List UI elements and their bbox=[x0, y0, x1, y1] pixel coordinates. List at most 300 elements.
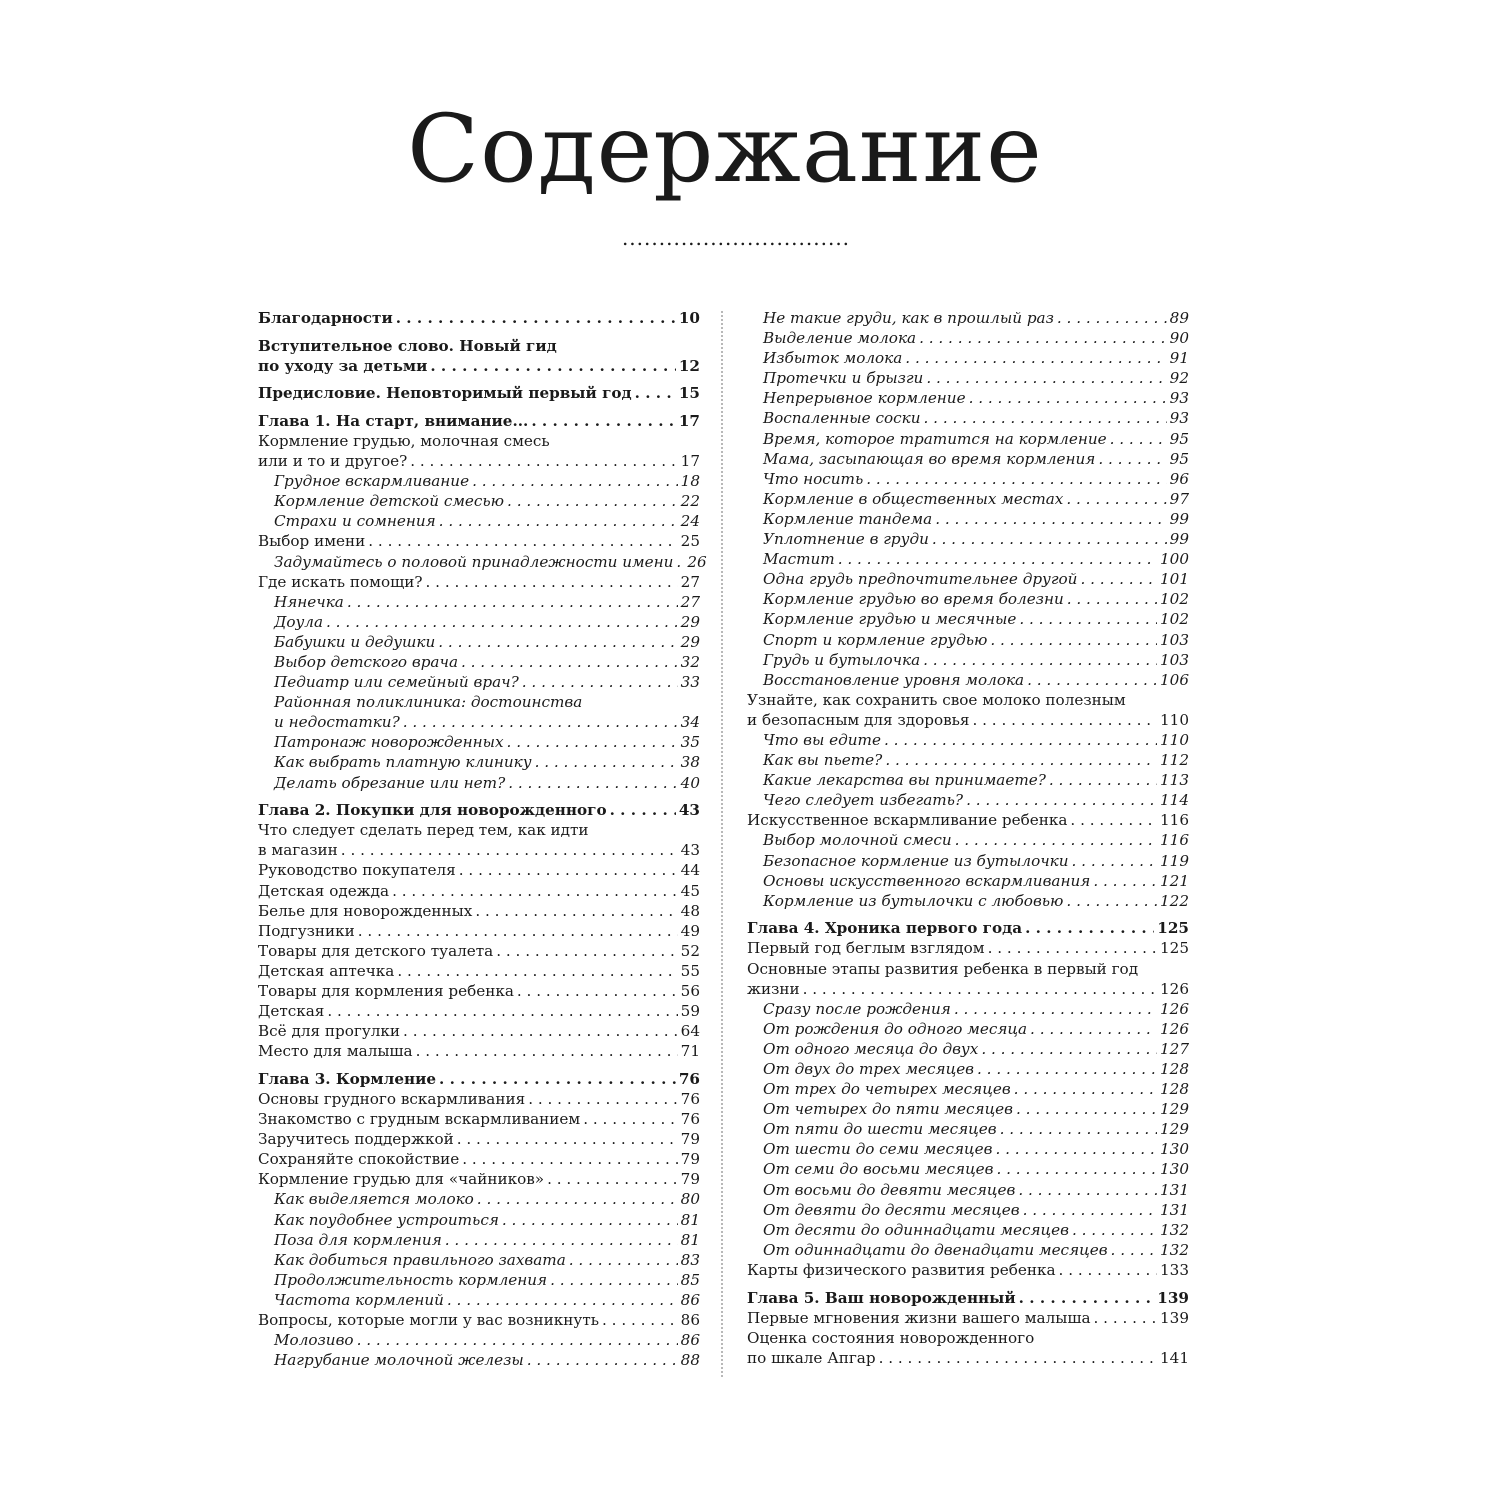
page-number: 132 bbox=[1160, 1220, 1189, 1239]
toc-entry-title: Глава 4. Хроника первого года bbox=[747, 919, 1023, 938]
toc-entry-row bbox=[763, 1099, 1189, 1119]
toc-entry-title: и недостатки? bbox=[274, 713, 400, 732]
toc-entry-row bbox=[763, 549, 1189, 569]
leader-dots bbox=[995, 1139, 1157, 1159]
page-number: 80 bbox=[680, 1190, 700, 1209]
toc-entry bbox=[258, 1330, 700, 1350]
leader-dots bbox=[502, 1210, 678, 1230]
toc-entry bbox=[258, 860, 700, 880]
page-number: 131 bbox=[1160, 1200, 1189, 1219]
toc-entry-row bbox=[747, 1348, 1189, 1368]
toc-entry-title: Нянечка bbox=[274, 592, 344, 611]
toc-entry-title: Поза для кормления bbox=[274, 1230, 442, 1249]
toc-entry-row bbox=[747, 810, 1189, 830]
page-number: 103 bbox=[1160, 650, 1189, 669]
leader-dots bbox=[1030, 1019, 1157, 1039]
leader-dots bbox=[583, 1109, 677, 1129]
toc-entry bbox=[258, 1210, 700, 1230]
leader-dots bbox=[547, 1169, 678, 1189]
toc-entry bbox=[258, 1169, 700, 1189]
toc-entry-title: Товары для детского туалета bbox=[258, 941, 494, 960]
leader-dots bbox=[508, 773, 677, 793]
page-number: 103 bbox=[1160, 630, 1189, 649]
leader-dots bbox=[1110, 429, 1167, 449]
toc-entry-row bbox=[258, 1089, 700, 1109]
page-number: 95 bbox=[1169, 429, 1189, 448]
page-number: 92 bbox=[1169, 369, 1189, 388]
page-number: 40 bbox=[680, 773, 700, 792]
leader-dots bbox=[1111, 1240, 1157, 1260]
toc-entry-title: Одна грудь предпочтительнее другой bbox=[763, 570, 1078, 589]
leader-dots bbox=[403, 1021, 678, 1041]
toc-entry bbox=[258, 981, 700, 1001]
toc-entry bbox=[747, 1159, 1189, 1179]
page-number: 129 bbox=[1160, 1100, 1189, 1119]
toc-entry-row bbox=[747, 710, 1189, 730]
toc-entry-title: Предисловие. Неповторимый первый год bbox=[258, 384, 632, 403]
toc-entry-row bbox=[274, 672, 700, 692]
toc-entry-title: Мама, засыпающая во время кормления bbox=[763, 449, 1096, 468]
leader-dots bbox=[1023, 1200, 1157, 1220]
toc-entry-row bbox=[258, 572, 700, 592]
toc-entry-title: Выделение молока bbox=[763, 329, 917, 348]
leader-dots bbox=[496, 941, 677, 961]
toc-entry bbox=[747, 449, 1189, 469]
toc-entry-title: Восстановление уровня молока bbox=[763, 670, 1025, 689]
page-number: 32 bbox=[680, 653, 700, 671]
leader-dots bbox=[954, 999, 1157, 1019]
toc-entry bbox=[258, 692, 700, 732]
page-number: 133 bbox=[1160, 1260, 1189, 1279]
leader-dots bbox=[1094, 1308, 1157, 1328]
toc-entry-row bbox=[763, 999, 1189, 1019]
page-number: 22 bbox=[680, 492, 700, 511]
toc-entry bbox=[258, 531, 700, 551]
toc-entry-row bbox=[274, 712, 700, 732]
page-number: 93 bbox=[1169, 389, 1189, 408]
toc-entry-title: От десяти до одиннадцати месяцев bbox=[763, 1220, 1069, 1239]
toc-entry bbox=[258, 921, 700, 941]
toc-entry bbox=[258, 820, 700, 860]
toc-entry-title: Детская одежда bbox=[258, 881, 390, 900]
page-number: 38 bbox=[680, 753, 700, 772]
page-number: 81 bbox=[680, 1210, 700, 1229]
toc-entry-title: Как поудобнее устроиться bbox=[274, 1210, 499, 1229]
toc-entry-title: в магазин bbox=[258, 841, 338, 860]
page-number: 99 bbox=[1169, 509, 1189, 528]
toc-entry-title: Кормление детской смесью bbox=[274, 492, 505, 511]
toc-entry-title: От рождения до одного месяца bbox=[763, 1019, 1028, 1038]
toc-entry-title: Грудь и бутылочка bbox=[763, 650, 921, 669]
leader-dots bbox=[966, 790, 1157, 810]
toc-entry bbox=[747, 871, 1189, 891]
toc-entry bbox=[747, 368, 1189, 388]
toc-entry bbox=[747, 1039, 1189, 1059]
toc-entry-row bbox=[763, 1240, 1189, 1260]
page-number: 131 bbox=[1160, 1180, 1189, 1199]
leader-dots bbox=[1000, 1119, 1157, 1139]
toc-entry-title: Товары для кормления ребенка bbox=[258, 982, 514, 1000]
leader-dots bbox=[1080, 569, 1157, 589]
leader-dots bbox=[569, 1250, 678, 1270]
page-number: 99 bbox=[1169, 530, 1189, 549]
toc-entry bbox=[747, 891, 1189, 911]
toc-entry-row bbox=[274, 732, 700, 752]
toc-entry bbox=[747, 1260, 1189, 1280]
page-number: 130 bbox=[1160, 1160, 1189, 1179]
leader-dots bbox=[977, 1059, 1157, 1079]
page-number: 59 bbox=[680, 1002, 700, 1021]
toc-entry bbox=[258, 431, 700, 471]
leader-dots bbox=[838, 549, 1157, 569]
page-number: 18 bbox=[680, 472, 700, 491]
toc-entry bbox=[258, 1021, 700, 1041]
toc-entry-row bbox=[763, 891, 1189, 911]
toc-entry-row bbox=[258, 451, 700, 471]
toc-entry-title: Непрерывное кормление bbox=[763, 389, 966, 408]
page-number: 83 bbox=[680, 1250, 700, 1269]
toc-entry bbox=[747, 569, 1189, 589]
toc-entry-row bbox=[763, 529, 1189, 549]
toc-entry bbox=[258, 308, 700, 328]
toc-entry-row bbox=[763, 1039, 1189, 1059]
leader-dots bbox=[477, 1189, 678, 1209]
toc-entry-row bbox=[763, 630, 1189, 650]
page-number: 76 bbox=[678, 1069, 700, 1088]
leader-dots bbox=[426, 572, 678, 592]
toc-entry-row bbox=[258, 1069, 700, 1089]
leader-dots bbox=[472, 471, 678, 491]
leader-dots bbox=[1098, 449, 1166, 469]
toc-entry bbox=[747, 529, 1189, 549]
leader-dots bbox=[1018, 1180, 1157, 1200]
toc-entry-title: Детская аптечка bbox=[258, 961, 395, 980]
toc-entry bbox=[747, 469, 1189, 489]
toc-entry-title: Выбор детского врача bbox=[274, 653, 458, 671]
toc-entry-row bbox=[763, 609, 1189, 629]
toc-entry bbox=[747, 770, 1189, 790]
leader-dots bbox=[879, 1348, 1157, 1368]
leader-dots bbox=[1059, 1260, 1157, 1280]
toc-entry-title-line: Кормление грудью, молочная смесь bbox=[258, 431, 550, 450]
toc-entry-row bbox=[258, 1149, 700, 1169]
toc-entry bbox=[747, 308, 1189, 328]
toc-entry-row bbox=[258, 840, 700, 860]
toc-entry-title: Избыток молока bbox=[763, 349, 903, 368]
leader-dots bbox=[981, 1039, 1157, 1059]
toc-entry-row bbox=[763, 790, 1189, 810]
toc-entry bbox=[747, 810, 1189, 830]
leader-dots bbox=[905, 348, 1166, 368]
toc-entry-title: Глава 2. Покупки для новорожденного bbox=[258, 801, 607, 820]
page-number: 86 bbox=[680, 1290, 700, 1309]
toc-entry-row bbox=[258, 1041, 700, 1061]
toc-entry-title: Сразу после рождения bbox=[763, 999, 951, 1018]
toc-entry bbox=[747, 489, 1189, 509]
toc-entry bbox=[258, 1109, 700, 1129]
toc-entry bbox=[747, 830, 1189, 850]
toc-entry-title: Кормление из бутылочки с любовью bbox=[763, 891, 1064, 910]
toc-entry-row bbox=[258, 531, 700, 551]
toc-entry bbox=[747, 1139, 1189, 1159]
toc-entry bbox=[258, 752, 700, 772]
toc-entry-row bbox=[763, 1220, 1189, 1240]
page-number: 34 bbox=[680, 713, 700, 732]
page-number: 79 bbox=[680, 1130, 700, 1149]
page-number: 113 bbox=[1160, 771, 1189, 790]
toc-entry-row bbox=[258, 383, 700, 403]
toc-entry-row bbox=[258, 921, 700, 941]
leader-dots bbox=[610, 800, 676, 820]
toc-entry bbox=[258, 1250, 700, 1270]
page-number: 116 bbox=[1160, 831, 1189, 850]
toc-entry-row bbox=[763, 1119, 1189, 1139]
toc-entry-title-line: Основные этапы развития ребенка в первый год bbox=[747, 959, 1139, 978]
page-number: 86 bbox=[680, 1311, 700, 1329]
toc-entry-title: Глава 5. Ваш новорожденный bbox=[747, 1288, 1016, 1307]
toc-entry bbox=[747, 1240, 1189, 1260]
toc-entry bbox=[258, 411, 700, 431]
toc-entry-title: Время, которое тратится на кормление bbox=[763, 429, 1107, 448]
toc-entry bbox=[258, 961, 700, 981]
toc-entry-title: Знакомство с грудным вскармливанием bbox=[258, 1110, 581, 1129]
page-number: 48 bbox=[680, 901, 700, 920]
toc-entry bbox=[747, 1200, 1189, 1220]
toc-entry bbox=[747, 1180, 1189, 1200]
page-number: 106 bbox=[1160, 670, 1189, 689]
leader-dots bbox=[923, 650, 1157, 670]
toc-entry-row bbox=[763, 851, 1189, 871]
leader-dots bbox=[884, 730, 1157, 750]
page-number: 139 bbox=[1160, 1308, 1189, 1327]
toc-entry bbox=[258, 901, 700, 921]
toc-entry-row bbox=[747, 938, 1189, 958]
toc-entry bbox=[747, 750, 1189, 770]
toc-entry-title: Мастит bbox=[763, 550, 835, 569]
leader-dots bbox=[535, 752, 678, 772]
toc-entry-title: От двух до трех месяцев bbox=[763, 1059, 975, 1078]
toc-entry bbox=[747, 1119, 1189, 1139]
leader-dots bbox=[973, 710, 1158, 730]
leader-dots bbox=[1016, 1099, 1157, 1119]
leader-dots bbox=[1025, 918, 1154, 938]
toc-entry-title: Как выбрать платную клинику bbox=[274, 753, 532, 772]
leader-dots bbox=[990, 630, 1157, 650]
toc-entry-title: Благодарности bbox=[258, 309, 393, 327]
leader-dots bbox=[517, 981, 678, 1001]
page-number: 114 bbox=[1160, 791, 1189, 810]
toc-entry-row bbox=[258, 961, 700, 981]
page-number: 29 bbox=[680, 632, 700, 651]
toc-entry-row bbox=[747, 1308, 1189, 1328]
toc-entry bbox=[747, 1308, 1189, 1328]
toc-entry-title: Руководство покупателя bbox=[258, 861, 456, 880]
page-number: 128 bbox=[1160, 1059, 1189, 1078]
toc-entry-title: Место для малыша bbox=[258, 1042, 413, 1061]
page-number: 102 bbox=[1160, 590, 1189, 609]
leader-dots bbox=[462, 1149, 677, 1169]
toc-entry bbox=[747, 630, 1189, 650]
toc-entry-row bbox=[274, 1290, 700, 1310]
page-number: 128 bbox=[1160, 1080, 1189, 1099]
toc-entry-row bbox=[274, 1250, 700, 1270]
toc-entry-title: Не такие груди, как в прошлый раз bbox=[763, 309, 1054, 327]
page-number: 49 bbox=[680, 921, 700, 940]
toc-entry-row bbox=[274, 773, 700, 793]
leader-dots bbox=[358, 921, 678, 941]
page-number: 44 bbox=[680, 861, 700, 880]
leader-dots bbox=[327, 1001, 677, 1021]
toc-entry-row bbox=[763, 830, 1189, 850]
toc-entry-title: Доула bbox=[274, 612, 324, 631]
page-number: 93 bbox=[1169, 409, 1189, 428]
toc-entry-title: жизни bbox=[747, 979, 800, 998]
page-number: 129 bbox=[1160, 1120, 1189, 1139]
toc-entry bbox=[747, 670, 1189, 690]
title-dots-divider: ............................... bbox=[621, 226, 851, 250]
toc-entry-row bbox=[763, 408, 1189, 428]
toc-entry-row bbox=[258, 1021, 700, 1041]
leader-dots bbox=[935, 509, 1166, 529]
toc-entry-title-line: Узнайте, как сохранить свое молоко полезным bbox=[747, 690, 1126, 709]
page-number: 29 bbox=[680, 612, 700, 631]
leader-dots bbox=[932, 529, 1167, 549]
toc-entry bbox=[747, 509, 1189, 529]
toc-entry-row bbox=[763, 1059, 1189, 1079]
toc-entry-row bbox=[763, 449, 1189, 469]
page-number: 43 bbox=[678, 801, 700, 820]
page-number: 96 bbox=[1169, 469, 1189, 488]
toc-entry bbox=[258, 941, 700, 961]
toc-entry-title: От пяти до шести месяцев bbox=[763, 1120, 997, 1139]
toc-entry-row bbox=[258, 1109, 700, 1129]
leader-dots bbox=[457, 1129, 678, 1149]
toc-entry-row bbox=[258, 308, 700, 328]
leader-dots bbox=[988, 938, 1157, 958]
toc-entry bbox=[258, 800, 700, 820]
leader-dots bbox=[347, 592, 678, 612]
toc-entry-row bbox=[763, 670, 1189, 690]
toc-entry-title: Сохраняйте спокойствие bbox=[258, 1150, 460, 1169]
toc-entry-title: Белье для новорожденных bbox=[258, 901, 473, 920]
page-number: 55 bbox=[680, 961, 700, 980]
leader-dots bbox=[326, 612, 678, 632]
leader-dots bbox=[403, 712, 678, 732]
toc-entry-title: или и то и другое? bbox=[258, 452, 408, 471]
leader-dots bbox=[1067, 589, 1157, 609]
leader-dots bbox=[438, 632, 677, 652]
toc-entry-title: Продолжительность кормления bbox=[274, 1270, 548, 1289]
toc-entry-title: Подгузники bbox=[258, 921, 355, 940]
page-number: 110 bbox=[1160, 730, 1189, 749]
toc-entry-row bbox=[274, 511, 700, 531]
page-number: 119 bbox=[1160, 851, 1189, 870]
page-number: 127 bbox=[1160, 1039, 1189, 1058]
toc-entry-title: Страхи и сомнения bbox=[274, 512, 436, 531]
toc-entry-row bbox=[747, 918, 1189, 938]
toc-entry-row bbox=[258, 1310, 700, 1330]
toc-entry bbox=[258, 383, 700, 403]
page-number: 91 bbox=[1169, 349, 1189, 368]
toc-entry-title: Искусственное вскармливание ребенка bbox=[747, 811, 1068, 830]
page-number: 100 bbox=[1160, 550, 1189, 569]
toc-entry-title: От шести до семи месяцев bbox=[763, 1140, 993, 1159]
toc-entry-row bbox=[763, 589, 1189, 609]
toc-entry bbox=[747, 609, 1189, 629]
page-number: 90 bbox=[1169, 329, 1189, 348]
toc-entry-title: Как вы пьете? bbox=[763, 751, 883, 770]
page-number: 25 bbox=[680, 532, 700, 551]
toc-entry-title: Основы искусственного вскармливания bbox=[763, 871, 1091, 890]
leader-dots bbox=[803, 979, 1157, 999]
toc-entry-title: Где искать помощи? bbox=[258, 572, 423, 591]
toc-entry bbox=[258, 1230, 700, 1250]
toc-entry bbox=[747, 1328, 1189, 1368]
page-number: 15 bbox=[678, 384, 700, 403]
leader-dots bbox=[969, 388, 1167, 408]
leader-dots bbox=[397, 961, 677, 981]
toc-entry-row bbox=[763, 770, 1189, 790]
toc-entry-title: Безопасное кормление из бутылочки bbox=[763, 851, 1069, 870]
page-number: 101 bbox=[1160, 570, 1189, 589]
toc-entry-row bbox=[763, 1139, 1189, 1159]
toc-entry bbox=[747, 650, 1189, 670]
page-number: 110 bbox=[1160, 710, 1189, 729]
toc-entry-row bbox=[763, 348, 1189, 368]
toc-entry-row bbox=[274, 471, 700, 491]
toc-entry-title: Чего следует избегать? bbox=[763, 791, 964, 810]
page-number: 33 bbox=[680, 673, 700, 692]
toc-entry bbox=[747, 690, 1189, 730]
page-number: 88 bbox=[680, 1351, 700, 1370]
page-number: 17 bbox=[678, 411, 700, 430]
toc-entry-title: Кормление в общественных местах bbox=[763, 489, 1064, 508]
toc-entry-title: Вопросы, которые могли у вас возникнуть bbox=[258, 1311, 600, 1329]
toc-entry-row bbox=[258, 981, 700, 1001]
toc-entry bbox=[258, 511, 700, 531]
toc-entry-title: Что носить bbox=[763, 469, 864, 488]
leader-dots bbox=[1019, 609, 1157, 629]
leader-dots bbox=[531, 411, 676, 431]
toc-entry bbox=[747, 959, 1189, 999]
toc-entry-row bbox=[763, 650, 1189, 670]
toc-entry-title-line: Оценка состояния новорожденного bbox=[747, 1328, 1035, 1347]
toc-entry-row bbox=[274, 592, 700, 612]
leader-dots bbox=[635, 383, 676, 403]
toc-entry bbox=[258, 881, 700, 901]
toc-entry bbox=[258, 572, 700, 592]
page-number: 102 bbox=[1160, 610, 1189, 629]
page-number: 45 bbox=[680, 881, 700, 900]
toc-entry-title: От семи до восьми месяцев bbox=[763, 1160, 994, 1179]
toc-entry-title: Выбор имени bbox=[258, 532, 366, 551]
page-number: 27 bbox=[680, 592, 700, 611]
toc-entry-title: Глава 3. Кормление bbox=[258, 1069, 437, 1088]
toc-entry-row bbox=[763, 1019, 1189, 1039]
toc-entry-title: Нагрубание молочной железы bbox=[274, 1351, 524, 1370]
leader-dots bbox=[1019, 1288, 1155, 1308]
toc-entry-title: Первый год беглым взглядом bbox=[747, 939, 985, 958]
leader-dots bbox=[924, 408, 1167, 428]
toc-entry-row bbox=[274, 752, 700, 772]
page-number: 26 bbox=[687, 552, 707, 571]
toc-entry bbox=[747, 328, 1189, 348]
toc-entry bbox=[747, 388, 1189, 408]
leader-dots bbox=[507, 732, 678, 752]
page-number: 126 bbox=[1160, 999, 1189, 1018]
page-number: 17 bbox=[680, 452, 700, 471]
page-number: 56 bbox=[680, 982, 700, 1000]
